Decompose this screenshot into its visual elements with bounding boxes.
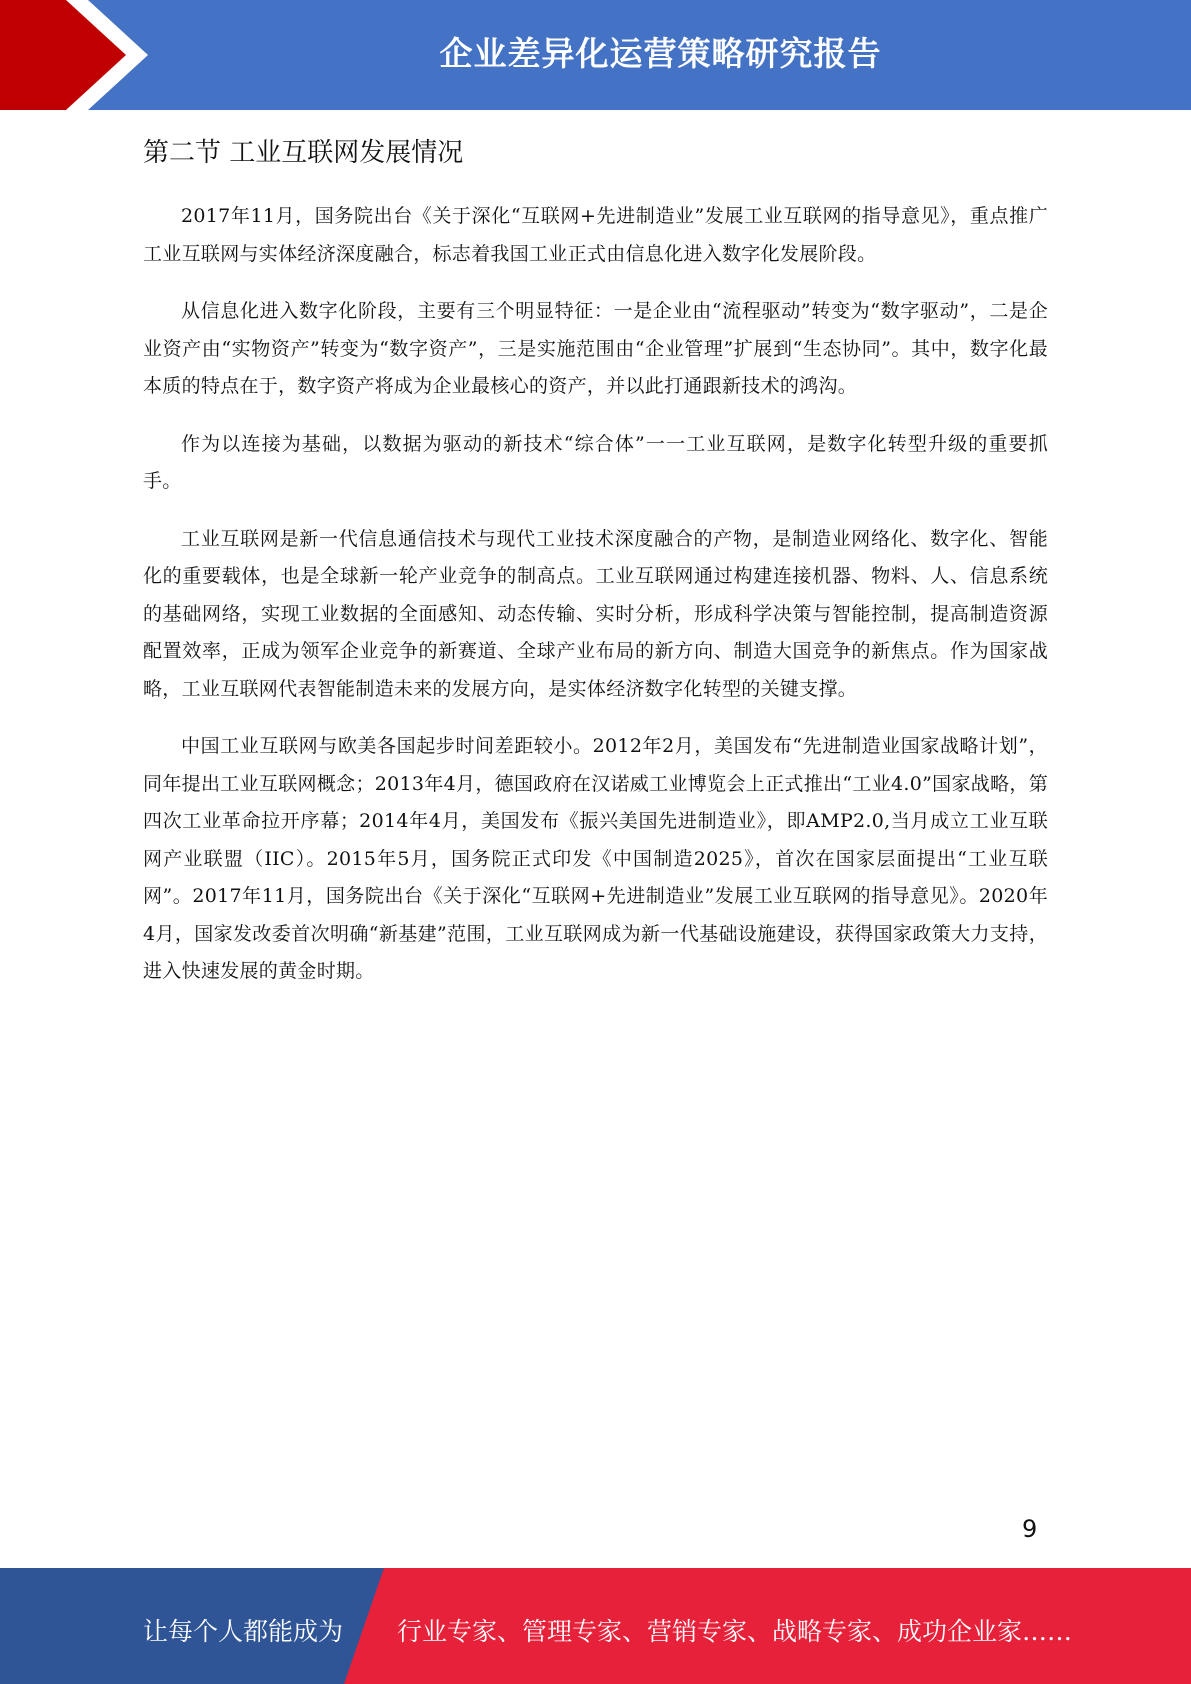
paragraph-5: 中国工业互联网与欧美各国起步时间差距较小。2012年2月，美国发布“先进制造业国家战略计划”，同年提出工业互联网概念；2013年4月，德国政府在汉诺威工业博览会上正式推出“工业4.0”国家战略，第四次工业革命拉开序幕；2014年4月，美国发布《振兴美国先进制造业》，即AMP2.0,当月成立工业互联网产业联盟（IIC）。2015年5月，国务院正式印发《中国制造2025》，首次在国家层面提出“工业互联网”。2017年11月，国务院出台《关于深化“互联网+先进制造业”发展工业互联网的指导意见》。2020年4月，国家发改委首次明确“新基建”范围，工业互联网成为新一代基础设施建设，获得国家政策大力支持，进入快速发展的黄金时期。: [143, 735, 1048, 982]
header-banner: [0, 0, 1191, 110]
body-text: [143, 198, 1048, 1011]
paragraph-1: 2017年11月，国务院出台《关于深化“互联网+先进制造业”发展工业互联网的指导意见》，重点推广工业互联网与实体经济深度融合，标志着我国工业正式由信息化进入数字化发展阶段。: [143, 205, 1048, 265]
page-number: 9: [1022, 1515, 1038, 1543]
section-title: 第二节 工业互联网发展情况: [143, 138, 464, 168]
paragraph-4: 工业互联网是新一代信息通信技术与现代工业技术深度融合的产物，是制造业网络化、数字化、智能化的重要载体，也是全球新一轮产业竞争的制高点。工业互联网通过构建连接机器、物料、人、信息系统的基础网络，实现工业数据的全面感知、动态传输、实时分析，形成科学决策与智能控制，提高制造资源配置效率，正成为领军企业竞争的新赛道、全球产业布局的新方向、制造大国竞争的新焦点。作为国家战略，工业互联网代表智能制造未来的发展方向，是实体经济数字化转型的关键支撑。: [143, 527, 1048, 700]
footer-banner: [0, 1568, 1191, 1684]
paragraph-3: 作为以连接为基础，以数据为驱动的新技术“综合体”一一工业互联网，是数字化转型升级的重要抓手。: [143, 432, 1048, 492]
paragraph-2: 从信息化进入数字化阶段，主要有三个明显特征：一是企业由“流程驱动”转变为“数字驱动”，二是企业资产由“实物资产”转变为“数字资产”，三是实施范围由“企业管理”扩展到“生态协同”。其中，数字化最本质的特点在于，数字资产将成为企业最核心的资产，并以此打通跟新技术的鸿沟。: [143, 300, 1048, 397]
footer-slogan-right: 行业专家、管理专家、营销专家、战略专家、成功企业家……: [397, 1617, 1073, 1646]
report-title: 企业差异化运营策略研究报告: [439, 34, 882, 73]
footer-slogan-left: 让每个人都能成为: [143, 1617, 344, 1646]
